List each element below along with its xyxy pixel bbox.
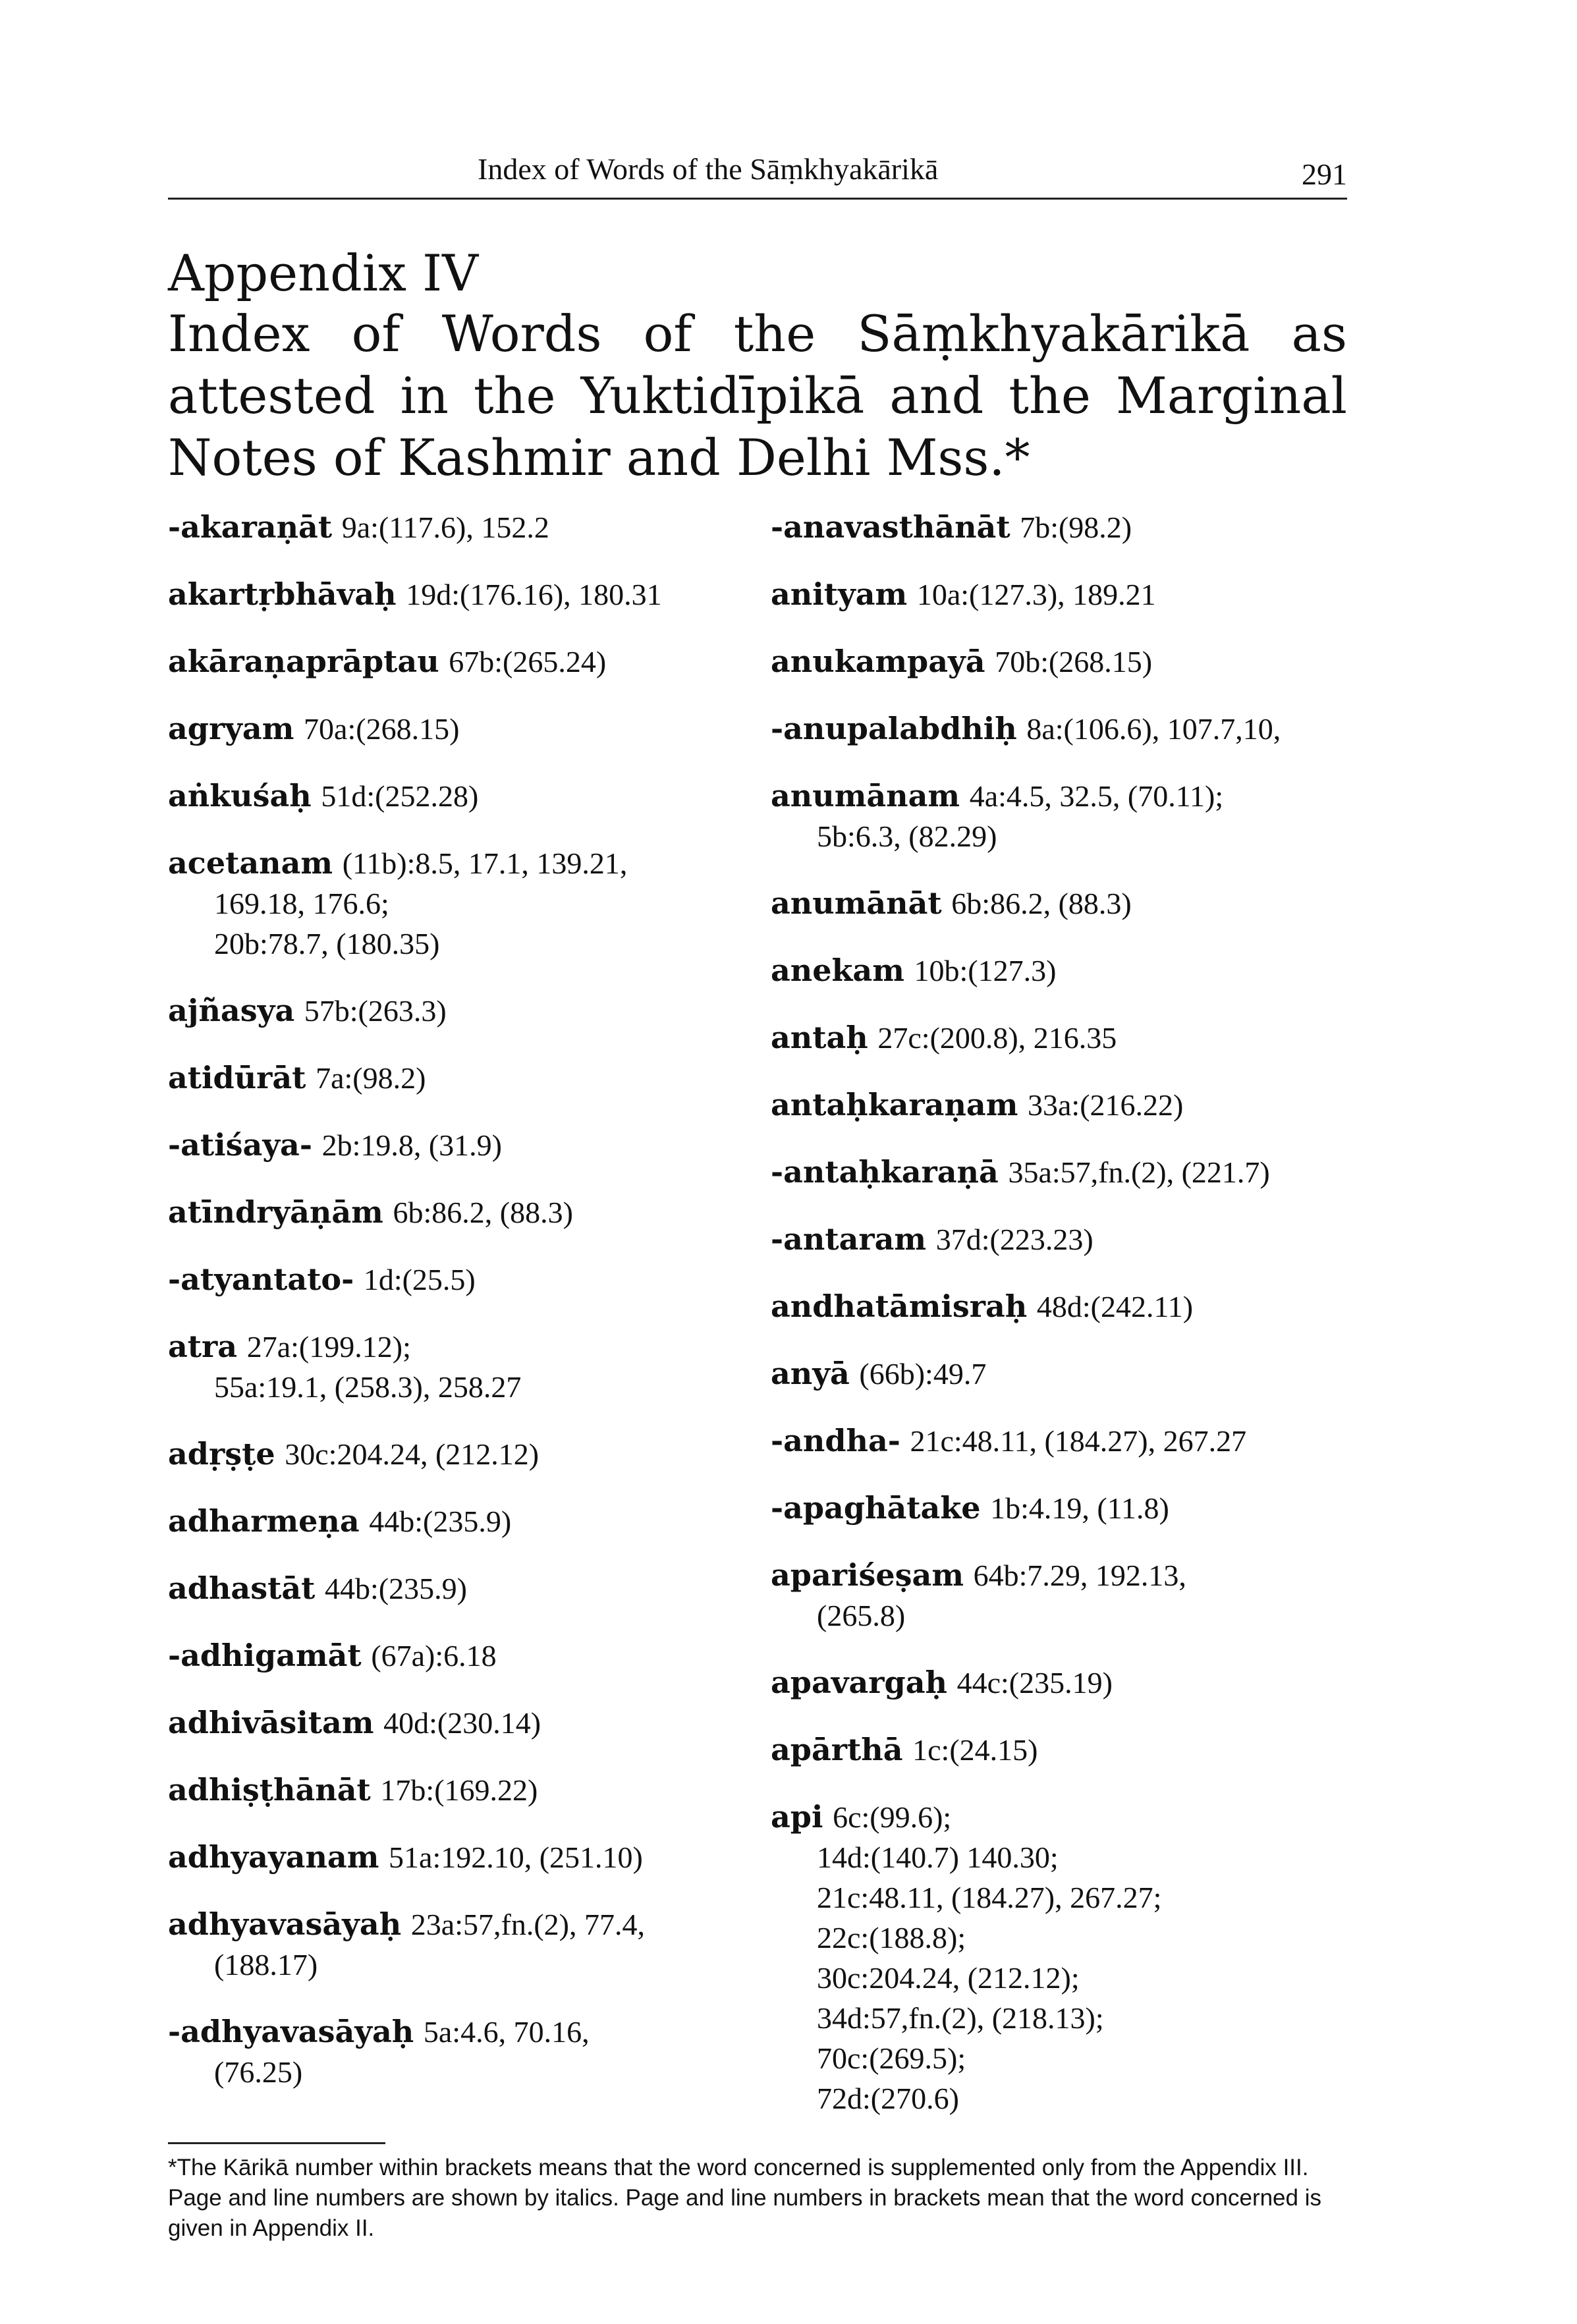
entry-headword: -akaraṇāt (168, 509, 333, 545)
entry-headword: apavargaḥ (771, 1665, 947, 1700)
appendix-title: Index of Words of the Sāṃkhyakārikā as attested in the Yuktidīpikā and the Marginal Notes of Kashmir and Delhi Mss.* (168, 304, 1347, 487)
entry-references: 70a:(268.15) (304, 712, 460, 746)
entry-headword: akartṛbhāvaḥ (168, 576, 397, 612)
index-entry (168, 507, 748, 547)
index-entry (168, 1058, 748, 1098)
page-number: 291 (1302, 157, 1347, 191)
entry-line (168, 1703, 748, 1743)
entry-line (771, 709, 1364, 749)
entry-headword: anekam (771, 953, 904, 988)
entry-line (771, 1958, 1364, 1998)
entry-references: 21c:48.11, (184.27), 267.27; (817, 1881, 1162, 1914)
entry-line (771, 1354, 1364, 1394)
index-entry (168, 642, 748, 682)
entry-line (771, 1018, 1364, 1058)
entry-references: (66b):49.7 (859, 1357, 987, 1391)
entry-references: 44c:(235.19) (956, 1666, 1113, 1700)
entry-references: (188.17) (214, 1948, 318, 1981)
index-entry (168, 574, 748, 615)
entry-headword: -antaram (771, 1221, 927, 1257)
entry-references: 30c:204.24, (212.12) (285, 1437, 540, 1471)
entry-line (771, 816, 1364, 856)
entry-references: 6c:(99.6); (833, 1800, 952, 1834)
entry-line (771, 1918, 1364, 1958)
index-entry (771, 776, 1364, 856)
entry-line (168, 1125, 748, 1165)
entry-references: 44b:(235.9) (369, 1505, 512, 1538)
entry-line (771, 1286, 1364, 1327)
entry-line (771, 1085, 1364, 1125)
index-entry (771, 1085, 1364, 1125)
entry-references: 27a:(199.12); (246, 1330, 411, 1364)
entry-references: 44b:(235.9) (325, 1572, 467, 1605)
entry-references: 27c:(200.8), 216.35 (877, 1021, 1117, 1055)
entry-line (771, 507, 1364, 547)
entry-line (771, 1595, 1364, 1636)
index-entry (771, 709, 1364, 749)
entry-line (168, 1327, 748, 1367)
entry-references: 40d:(230.14) (383, 1706, 541, 1740)
entry-headword: atīndryāṇām (168, 1194, 383, 1230)
entry-line (771, 1421, 1364, 1461)
entry-line (168, 1367, 748, 1407)
entry-line (168, 843, 748, 883)
entry-headword: apariśeṣam (771, 1557, 964, 1593)
index-entry (168, 1192, 748, 1232)
entry-references: 1b:4.19, (11.8) (990, 1491, 1169, 1525)
entry-line (168, 1192, 748, 1232)
entry-line (771, 1837, 1364, 1877)
entry-references: 7a:(98.2) (316, 1061, 426, 1095)
index-entry (168, 1770, 748, 1810)
entry-references: 33a:(216.22) (1028, 1088, 1184, 1122)
entry-headword: adṛṣṭe (168, 1436, 275, 1472)
index-entry (771, 951, 1364, 991)
entry-references: 22c:(188.8); (817, 1921, 966, 1954)
entry-references: 10a:(127.3), 189.21 (916, 578, 1156, 611)
index-column-left (168, 507, 748, 2119)
entry-references: 6b:86.2, (88.3) (951, 887, 1132, 920)
entry-line (771, 1998, 1364, 2038)
entry-references: (67a):6.18 (371, 1639, 497, 1673)
index-entry (771, 1152, 1364, 1192)
entry-headword: -anupalabdhiḥ (771, 711, 1017, 746)
entry-references: 169.18, 176.6; (214, 887, 389, 920)
entry-line (168, 991, 748, 1031)
entry-headword: adhyavasāyaḥ (168, 1906, 402, 1942)
entry-headword: anumānam (771, 778, 960, 814)
entry-references: 14d:(140.7) 140.30; (817, 1840, 1059, 1874)
entry-headword: -andha- (771, 1423, 900, 1458)
index-entry (771, 1555, 1364, 1636)
entry-references: 21c:48.11, (184.27), 267.27 (910, 1424, 1247, 1458)
entry-headword: anyā (771, 1356, 850, 1391)
entry-headword: atidūrāt (168, 1060, 306, 1095)
entry-references: 9a:(117.6), 152.2 (341, 511, 549, 544)
entry-line (771, 574, 1364, 615)
index-entry (771, 1018, 1364, 1058)
appendix-label: Appendix IV (168, 244, 478, 302)
running-head-title: Index of Words of the Sāṃkhyakārikā (478, 152, 939, 186)
entry-headword: acetanam (168, 845, 333, 881)
entry-line (168, 642, 748, 682)
index-entry (168, 1259, 748, 1300)
index-entry (771, 1219, 1364, 1259)
entry-line (168, 1904, 748, 1945)
entry-line (168, 1058, 748, 1098)
index-entry (168, 843, 748, 964)
index-entry (168, 1904, 748, 1985)
entry-line (168, 709, 748, 749)
index-entry (771, 1730, 1364, 1770)
entry-line (168, 1770, 748, 1810)
entry-references: 57b:(263.3) (304, 994, 447, 1028)
entry-line (771, 1797, 1364, 1837)
entry-line (168, 1501, 748, 1541)
entry-line (771, 1152, 1364, 1192)
entry-references: 7b:(98.2) (1020, 511, 1132, 544)
entry-line (771, 1877, 1364, 1918)
entry-references: 8a:(106.6), 107.7,10, (1026, 712, 1281, 746)
entry-references: 37d:(223.23) (935, 1223, 1093, 1256)
index-entry (168, 1568, 748, 1609)
entry-references: (11b):8.5, 17.1, 139.21, (342, 846, 628, 880)
entry-line (771, 1219, 1364, 1259)
index-entry (771, 642, 1364, 682)
index-entry (168, 1125, 748, 1165)
entry-headword: api (771, 1799, 823, 1835)
entry-references: 55a:19.1, (258.3), 258.27 (214, 1370, 522, 1404)
entry-headword: -atyantato- (168, 1261, 354, 1297)
index-entry (168, 1636, 748, 1676)
entry-headword: -atiśaya- (168, 1127, 312, 1163)
entry-headword: anukampayā (771, 644, 985, 679)
index-entry (771, 1488, 1364, 1528)
index-entry (168, 1703, 748, 1743)
entry-line (168, 1945, 748, 1985)
entry-references: 17b:(169.22) (380, 1773, 538, 1807)
entry-line (771, 951, 1364, 991)
entry-line (168, 2012, 748, 2052)
index-entry (771, 574, 1364, 615)
index-entry (771, 1797, 1364, 2118)
entry-headword: ajñasya (168, 993, 295, 1028)
index-entry (168, 709, 748, 749)
entry-references: 48d:(242.11) (1036, 1290, 1194, 1323)
entry-headword: agryam (168, 711, 294, 746)
entry-line (771, 883, 1364, 924)
entry-line (168, 1568, 748, 1609)
entry-line (168, 574, 748, 615)
entry-references: 5b:6.3, (82.29) (817, 819, 997, 853)
entry-line (168, 883, 748, 924)
entry-headword: aṅkuśaḥ (168, 778, 312, 814)
entry-line (168, 507, 748, 547)
entry-line (168, 776, 748, 816)
entry-headword: -anavasthānāt (771, 509, 1010, 545)
entry-references: 30c:204.24, (212.12); (817, 1961, 1080, 1995)
entry-references: 34d:57,fn.(2), (218.13); (817, 2001, 1104, 2035)
index-entry (168, 1501, 748, 1541)
index-entry (168, 1327, 748, 1407)
entry-references: 70b:(268.15) (995, 645, 1153, 678)
entry-references: 1c:(24.15) (912, 1733, 1038, 1767)
entry-references: 6b:86.2, (88.3) (393, 1196, 573, 1229)
entry-references: 2b:19.8, (31.9) (321, 1128, 502, 1162)
entry-references: 67b:(265.24) (449, 645, 607, 678)
entry-references: 51a:192.10, (251.10) (389, 1840, 643, 1874)
entry-headword: apārthā (771, 1732, 903, 1767)
index-column-right (771, 507, 1364, 2145)
entry-line (168, 924, 748, 964)
index-entry (771, 1354, 1364, 1394)
entry-references: 10b:(127.3) (914, 954, 1057, 987)
entry-headword: -apaghātake (771, 1490, 981, 1526)
entry-line (771, 2078, 1364, 2118)
entry-references: (265.8) (817, 1599, 906, 1632)
index-entry (771, 507, 1364, 547)
index-entry (168, 776, 748, 816)
entry-references: 4a:4.5, 32.5, (70.11); (969, 779, 1224, 813)
index-entry (168, 2012, 748, 2092)
index-entry (771, 1421, 1364, 1461)
entry-headword: andhatāmisraḥ (771, 1288, 1028, 1324)
entry-headword: adhiṣṭhānāt (168, 1772, 371, 1808)
footnote-rule (168, 2142, 385, 2144)
entry-references: 19d:(176.16), 180.31 (406, 578, 662, 611)
entry-line (168, 1434, 748, 1474)
entry-references: 20b:78.7, (180.35) (214, 927, 440, 960)
entry-line (771, 1730, 1364, 1770)
entry-line (771, 1663, 1364, 1703)
entry-line (771, 642, 1364, 682)
entry-headword: adhastāt (168, 1570, 316, 1606)
entry-references: 23a:57,fn.(2), 77.4, (410, 1908, 645, 1941)
entry-line (771, 1488, 1364, 1528)
entry-headword: adharmeṇa (168, 1503, 360, 1539)
footnote: *The Kārikā number within brackets means that the word concerned is supplemented only from the Appendix III. Page and line numbers are shown by italics. Page and line numbers in brackets mean that the word concerned is given in Appendix II. (168, 2155, 1321, 2241)
entry-headword: anityam (771, 576, 908, 612)
entry-headword: -adhyavasāyaḥ (168, 2014, 414, 2049)
entry-references: 5a:4.6, 70.16, (423, 2015, 590, 2049)
index-entry (168, 991, 748, 1031)
entry-line (771, 2038, 1364, 2078)
entry-references: 51d:(252.28) (321, 779, 479, 813)
entry-line (168, 1259, 748, 1300)
index-entry (771, 1663, 1364, 1703)
entry-headword: antaḥ (771, 1020, 868, 1055)
entry-references: 64b:7.29, 192.13, (973, 1559, 1186, 1592)
entry-headword: anumānāt (771, 885, 942, 921)
entry-headword: -adhigamāt (168, 1638, 362, 1673)
entry-line (771, 776, 1364, 816)
index-entry (168, 1434, 748, 1474)
entry-references: 1d:(25.5) (363, 1263, 476, 1296)
entry-references: 35a:57,fn.(2), (221.7) (1008, 1155, 1270, 1189)
entry-line (168, 1636, 748, 1676)
entry-references: 70c:(269.5); (817, 2041, 966, 2075)
entry-headword: antaḥkaraṇam (771, 1087, 1018, 1122)
entry-line (168, 1837, 748, 1877)
running-head (168, 152, 1347, 200)
index-entry (771, 1286, 1364, 1327)
entry-headword: adhyayanam (168, 1839, 379, 1875)
entry-references: 72d:(270.6) (817, 2082, 959, 2115)
entry-headword: atra (168, 1329, 238, 1364)
index-entry (168, 1837, 748, 1877)
entry-headword: akāraṇaprāptau (168, 644, 439, 679)
index-entry (771, 883, 1364, 924)
entry-headword: adhivāsitam (168, 1705, 374, 1740)
entry-line (168, 2052, 748, 2092)
entry-references: (76.25) (214, 2055, 303, 2089)
entry-line (771, 1555, 1364, 1595)
entry-headword: -antaḥkaraṇā (771, 1154, 999, 1190)
